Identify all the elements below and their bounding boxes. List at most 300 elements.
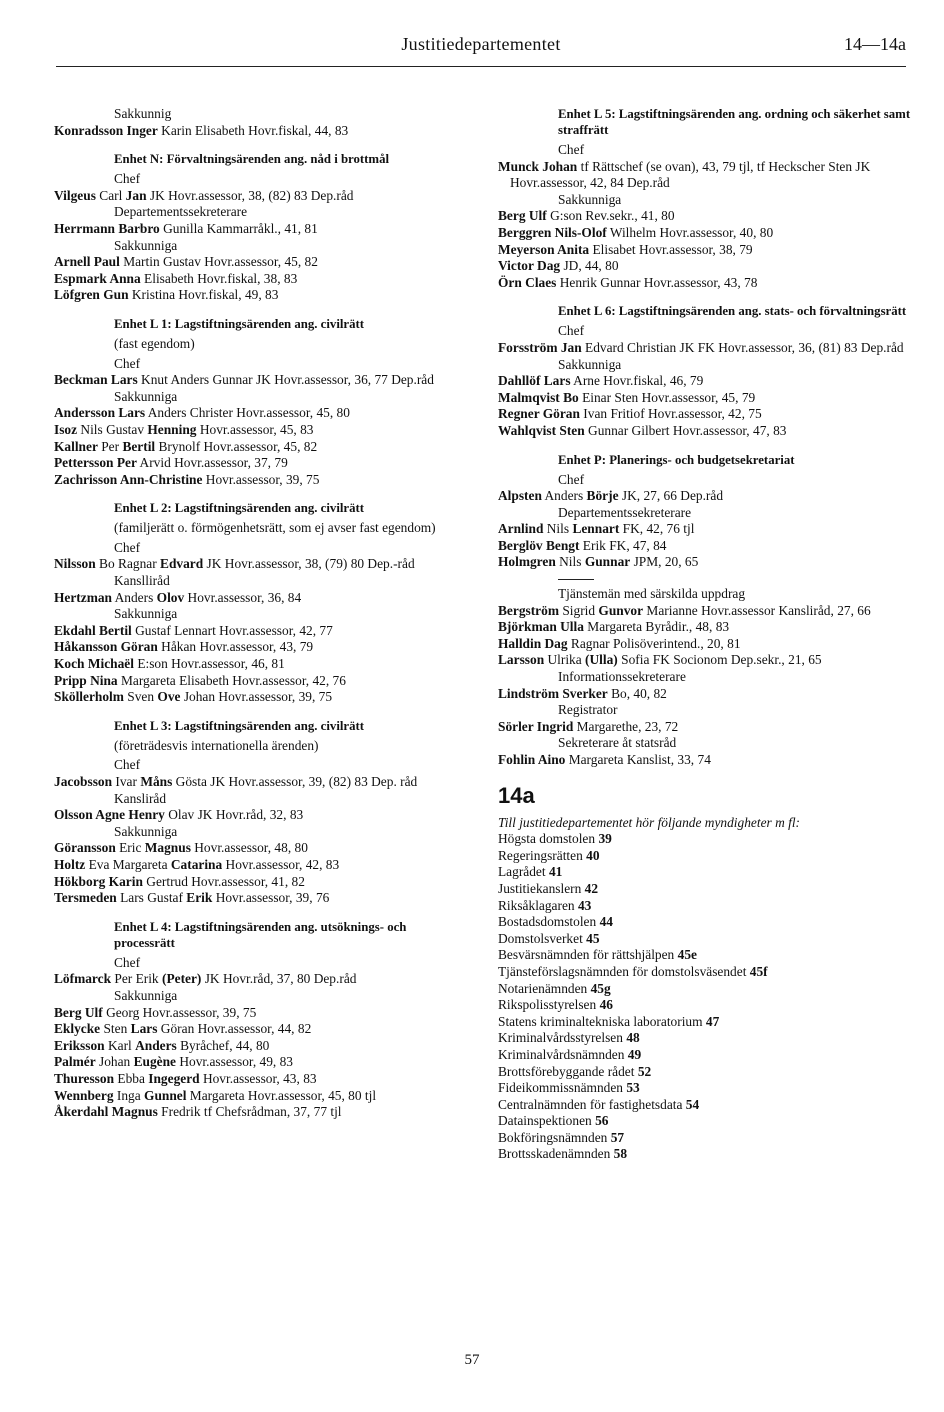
person-details: JK Hovr.assessor, 38, (79) 80 Dep.-råd — [203, 556, 415, 572]
person-name: Erik — [186, 890, 213, 906]
agency-item — [498, 947, 912, 964]
person-name: Catarina — [170, 856, 223, 872]
person-details: Edvard Christian JK FK Hovr.assessor, 36, (81) 83 Dep.råd — [581, 339, 904, 355]
person-entry — [498, 686, 912, 703]
person-name: Berg Ulf — [498, 208, 547, 224]
role-label: Departementssekreterare — [558, 504, 692, 520]
agency-name: Bokföringsnämnden — [498, 1129, 608, 1145]
person-entry — [54, 1104, 468, 1121]
person-details: Elisabet Hovr.assessor, 38, 79 — [589, 241, 753, 257]
person-entry — [498, 652, 912, 669]
person-entry — [498, 373, 912, 390]
person-entry — [54, 1038, 468, 1055]
agency-item — [498, 997, 912, 1014]
role-label: Sakkunniga — [114, 237, 178, 253]
person-name: Fohlin Aino — [498, 752, 566, 767]
right-column — [498, 106, 912, 1163]
person-entry — [54, 439, 468, 456]
person-name: Ingegerd — [148, 1070, 200, 1086]
agency-item — [498, 1080, 912, 1097]
person-details: Håkan Hovr.assessor, 43, 79 — [157, 639, 314, 655]
agency-item — [498, 848, 912, 865]
person-details: Arvid Hovr.assessor, 37, 79 — [136, 455, 288, 471]
agency-name: Datainspektionen — [498, 1113, 592, 1129]
person-name: Malmqvist Bo — [498, 389, 579, 405]
person-entry — [54, 123, 468, 140]
person-name: Magnus — [144, 840, 191, 856]
person-entry — [498, 225, 912, 242]
role-label: Chef — [114, 355, 141, 371]
role-label: Kansliråd — [114, 790, 167, 806]
agency-item — [498, 981, 912, 998]
person-details: Gösta JK Hovr.assessor, 39, (82) 83 Dep. råd — [172, 774, 418, 789]
person-name: Göransson — [54, 840, 116, 856]
person-entry — [54, 221, 468, 238]
person-details: Bo, 40, 82 — [607, 685, 667, 701]
person-name: Wahlqvist Sten — [498, 422, 585, 438]
section-reference: 14—14a — [844, 34, 906, 54]
person-entry — [498, 619, 912, 636]
person-name: Bertil — [122, 438, 156, 454]
person-details: Marianne Hovr.assessor Kansliråd, 27, 66 — [643, 602, 871, 618]
role-label: Chef — [114, 954, 141, 970]
person-name: Löfmarck — [54, 971, 112, 987]
person-name: Beckman Lars — [54, 372, 138, 388]
person-details: Hovr.assessor, 43, 83 — [199, 1070, 317, 1086]
person-name: Lindström Sverker — [498, 685, 608, 701]
role-label: Chef — [558, 142, 585, 157]
person-entry — [54, 556, 468, 573]
person-name: Håkansson Göran — [54, 639, 158, 655]
person-details: Ragnar Polisöverintend., 20, 81 — [567, 635, 741, 651]
person-entry — [498, 340, 912, 357]
person-details: Wilhelm Hovr.assessor, 40, 80 — [606, 224, 774, 240]
person-entry — [54, 689, 468, 706]
person-details: Sofia FK Socionom Dep.sekr., 21, 65 — [617, 652, 822, 668]
person-name: Björkman Ulla — [498, 619, 584, 635]
agency-number: 45e — [677, 947, 697, 963]
agency-item — [498, 898, 912, 915]
person-details: Ebba — [114, 1070, 149, 1086]
person-details: Knut Anders Gunnar JK Hovr.assessor, 36, 77 Dep.råd — [137, 372, 434, 388]
person-name: Holtz — [54, 856, 86, 872]
person-name: Eklycke — [54, 1021, 101, 1037]
agency-item — [498, 1130, 912, 1147]
person-details: Hovr.assessor, 49, 83 — [176, 1054, 293, 1070]
person-name: Thuresson — [54, 1070, 115, 1086]
agency-number: 42 — [584, 880, 599, 896]
person-details: Kristina Hovr.fiskal, 49, 83 — [128, 287, 279, 303]
role-label: Registrator — [558, 702, 618, 718]
agency-name: Kriminalvårdsstyrelsen — [498, 1030, 623, 1046]
person-entry — [54, 422, 468, 439]
person-name: Larsson — [498, 652, 545, 668]
person-entry — [54, 405, 468, 422]
agency-name: Tjänsteförslagsnämnden för domstolsväsendet — [498, 963, 747, 979]
person-details: FK, 42, 76 tjl — [619, 521, 695, 537]
person-entry — [54, 890, 468, 907]
agency-name: Kriminalvårdsnämnden — [498, 1046, 625, 1062]
person-details: Gustaf Lennart Hovr.assessor, 42, 77 — [131, 622, 333, 638]
person-details: Karl — [104, 1037, 136, 1053]
person-entry — [54, 188, 468, 205]
agency-name: Centralnämnden för fastighetsdata — [498, 1096, 683, 1112]
agency-name: Rikspolisstyrelsen — [498, 997, 597, 1013]
person-name: Andersson Lars — [54, 405, 146, 421]
person-details: Erik FK, 47, 84 — [579, 537, 667, 553]
person-name: (Ulla) — [585, 652, 618, 668]
person-name: Olov — [156, 589, 185, 605]
person-details: Bo Ragnar — [95, 556, 161, 572]
person-entry — [498, 159, 912, 192]
person-name: Wennberg — [54, 1087, 114, 1103]
person-details: E:son Hovr.assessor, 46, 81 — [133, 656, 285, 672]
person-details: Elisabeth Hovr.fiskal, 38, 83 — [140, 270, 298, 286]
person-name: Jacobsson — [54, 774, 113, 789]
person-entry — [54, 874, 468, 891]
agency-number: 46 — [599, 997, 613, 1013]
person-entry — [498, 538, 912, 555]
person-entry — [54, 1071, 468, 1088]
agency-name: Brottsskadenämnden — [498, 1146, 611, 1162]
unit-title: Enhet L 6: Lagstiftningsärenden ang. stats- och förvaltningsrätt — [558, 304, 907, 319]
person-name: Tersmeden — [54, 890, 117, 906]
person-details: Johan — [95, 1054, 134, 1070]
person-name: Pripp Nina — [54, 672, 118, 688]
person-details: Gunilla Kammarråkl., 41, 81 — [159, 220, 318, 236]
person-details: Gertrud Hovr.assessor, 41, 82 — [142, 873, 305, 889]
person-entry — [498, 208, 912, 225]
role-label: Departementssekreterare — [114, 204, 248, 220]
person-details: Hovr.assessor, 42, 83 — [222, 856, 340, 872]
person-details: Eva Margareta — [85, 856, 171, 872]
person-details: Margareta Hovr.assessor, 45, 80 tjl — [186, 1087, 377, 1103]
person-name: Lars — [130, 1021, 158, 1037]
person-details: Nils — [555, 554, 585, 570]
person-name: Halldin Dag — [498, 635, 568, 651]
role-label: Sakkunniga — [558, 191, 622, 207]
unit-note: (företrädesvis internationella ärenden) — [114, 737, 319, 753]
person-entry — [54, 455, 468, 472]
person-name: Nilsson — [54, 556, 96, 572]
department-title: Justitiedepartementet — [401, 34, 561, 54]
agency-item — [498, 1014, 912, 1031]
person-details: Margareta Byrådir., 48, 83 — [583, 619, 730, 635]
agency-number: 45 — [586, 930, 600, 946]
person-name: Alpsten — [498, 488, 542, 504]
person-details: Margarethe, 23, 72 — [573, 718, 679, 734]
person-entry — [498, 390, 912, 407]
role-label: Sakkunniga — [114, 388, 178, 404]
person-name: Vilgeus — [54, 187, 96, 203]
agency-name: Besvärsnämnden för rättshjälpen — [498, 947, 675, 963]
person-name: Regner Göran — [498, 406, 580, 422]
person-name: Åkerdahl Magnus — [54, 1104, 158, 1120]
person-name: Gunvor — [598, 602, 644, 618]
agency-name: Statens kriminaltekniska laboratorium — [498, 1013, 703, 1029]
person-entry — [54, 1021, 468, 1038]
special-groups — [498, 586, 912, 769]
person-name: Arnell Paul — [54, 254, 120, 270]
right-units — [498, 106, 912, 571]
person-details: Göran Hovr.assessor, 44, 82 — [157, 1021, 312, 1037]
person-name: Bergström — [498, 602, 559, 618]
person-name: Gunnel — [144, 1087, 187, 1103]
person-entry — [54, 271, 468, 288]
person-details: Johan Hovr.assessor, 39, 75 — [180, 689, 333, 705]
person-details: Brynolf Hovr.assessor, 45, 82 — [155, 438, 318, 454]
unit-title: Enhet P: Planerings- och budgetsekretariat — [558, 452, 795, 467]
section-intro: Till justitiedepartementet hör följande myndigheter m fl: — [498, 814, 800, 830]
person-name: Löfgren Gun — [54, 287, 129, 303]
person-details: Per — [97, 438, 123, 454]
agency-name: Domstolsverket — [498, 930, 583, 946]
agency-number: 40 — [586, 847, 600, 863]
unit-note: (familjerätt o. förmögenhetsrätt, som ej avser fast egendom) — [114, 520, 436, 536]
person-entry — [498, 423, 912, 440]
person-entry — [54, 857, 468, 874]
unit-title: Enhet L 2: Lagstiftningsärenden ang. civilrätt — [114, 501, 365, 516]
page-number: 57 — [464, 1352, 480, 1368]
person-entry — [498, 752, 912, 769]
agency-item — [498, 864, 912, 881]
person-entry — [54, 807, 468, 824]
person-entry — [54, 623, 468, 640]
person-entry — [498, 554, 912, 571]
person-name: Eugène — [133, 1054, 176, 1070]
role-label: Chef — [114, 539, 141, 555]
agency-name: Brottsförebyggande rådet — [498, 1063, 635, 1079]
person-name: Pettersson Per — [54, 455, 137, 471]
separator-rule — [558, 579, 594, 580]
person-details: Arne Hovr.fiskal, 46, 79 — [570, 373, 704, 389]
unit-note: (fast egendom) — [114, 335, 195, 351]
agency-item — [498, 1030, 912, 1047]
person-entry — [54, 971, 468, 988]
person-details: Hovr.assessor, 39, 75 — [202, 471, 320, 487]
person-details: Margareta Kanslist, 33, 74 — [565, 752, 711, 767]
person-details: Henrik Gunnar Hovr.assessor, 43, 78 — [556, 274, 758, 290]
person-name: Lennart — [572, 521, 620, 537]
person-name: Konradsson Inger — [54, 122, 158, 138]
agency-item — [498, 881, 912, 898]
person-entry — [54, 1088, 468, 1105]
person-name: Sörler Ingrid — [498, 718, 574, 734]
person-details: Karin Elisabeth Hovr.fiskal, 44, 83 — [157, 122, 349, 138]
unit-title: Enhet L 5: Lagstiftningsärenden ang. ordning och säkerhet samt straffrätt — [558, 107, 911, 137]
person-entry — [498, 406, 912, 423]
agency-item — [498, 964, 912, 981]
role-label: Kanslliråd — [114, 573, 170, 589]
person-entry — [54, 673, 468, 690]
agency-item — [498, 1064, 912, 1081]
role-label: Sakkunniga — [114, 606, 178, 622]
person-name: Munck Johan — [498, 158, 578, 174]
person-name: Anders — [135, 1037, 177, 1053]
person-name: Espmark Anna — [54, 270, 141, 286]
person-entry — [498, 275, 912, 292]
person-name: Victor Dag — [498, 258, 561, 274]
person-entry — [54, 372, 468, 389]
person-details: Lars Gustaf — [116, 890, 187, 906]
person-details: Hovr.assessor, 48, 80 — [190, 840, 308, 856]
person-name: Berggren Nils-Olof — [498, 224, 607, 240]
person-details: Eric — [115, 840, 145, 856]
person-name: Sköllerholm — [54, 689, 124, 705]
person-details: Einar Sten Hovr.assessor, 45, 79 — [578, 389, 756, 405]
role-label: Chef — [114, 757, 141, 773]
person-details: Ulrika — [544, 652, 586, 668]
person-entry — [498, 636, 912, 653]
agency-number: 45g — [590, 980, 611, 996]
agency-item — [498, 914, 912, 931]
person-details: Olav JK Hovr.råd, 32, 83 — [164, 807, 304, 823]
person-entry — [54, 840, 468, 857]
person-name: Forsström Jan — [498, 339, 582, 355]
person-entry — [498, 242, 912, 259]
agency-number: 52 — [637, 1063, 652, 1079]
person-details: Georg Hovr.assessor, 39, 75 — [102, 1004, 257, 1020]
person-entry — [54, 1005, 468, 1022]
agency-number: 53 — [626, 1080, 640, 1096]
person-details: G:son Rev.sekr., 41, 80 — [546, 208, 675, 224]
person-details: Sten — [100, 1021, 131, 1037]
person-entry — [54, 287, 468, 304]
unit-title: Enhet L 1: Lagstiftningsärenden ang. civilrätt — [114, 316, 365, 331]
person-details: Anders — [541, 488, 587, 504]
person-entry — [54, 590, 468, 607]
person-details: Gunnar Gilbert Hovr.assessor, 47, 83 — [584, 422, 787, 438]
person-details: Margareta Elisabeth Hovr.assessor, 42, 76 — [117, 672, 346, 688]
role-label: Chef — [114, 171, 141, 187]
person-entry — [498, 488, 912, 505]
unit-title: Enhet N: Förvaltningsärenden ang. nåd i brottmål — [114, 152, 390, 167]
person-details: Byråchef, 44, 80 — [176, 1037, 270, 1053]
person-entry — [498, 719, 912, 736]
person-name: Ove — [157, 689, 181, 705]
person-name: Dahllöf Lars — [498, 373, 571, 389]
person-name: Måns — [140, 774, 173, 789]
agency-number: 45f — [749, 963, 768, 979]
role-label: Sakkunnig — [114, 106, 172, 121]
person-details: Anders Christer Hovr.assessor, 45, 80 — [145, 405, 350, 421]
agency-name: Justitiekanslern — [498, 880, 582, 896]
person-details: Ivar — [112, 774, 141, 789]
agency-name: Bostadsdomstolen — [498, 914, 597, 930]
person-details: Sigrid — [558, 602, 599, 618]
person-details: JK Hovr.råd, 37, 80 Dep.råd — [201, 971, 357, 987]
role-label: Sekreterare åt statsråd — [558, 735, 677, 751]
person-name: Örn Claes — [498, 274, 557, 290]
agency-name: Lagrådet — [498, 864, 546, 880]
person-entry — [498, 521, 912, 538]
person-name: Ekdahl Bertil — [54, 622, 132, 638]
person-details: tf Rättschef (se ovan), 43, 79 tjl, tf Heckscher Sten JK Hovr.assessor, 42, 84 Dep.råd — [510, 158, 871, 191]
person-name: Arnlind — [498, 521, 544, 537]
person-name: (Peter) — [161, 971, 202, 987]
person-name: Isoz — [54, 421, 78, 437]
person-entry — [498, 258, 912, 275]
agency-number: 43 — [577, 897, 592, 913]
agency-number: 57 — [610, 1129, 625, 1145]
agency-number: 49 — [627, 1046, 642, 1062]
person-details: Fredrik tf Chefsrådman, 37, 77 tjl — [157, 1104, 342, 1120]
agency-name: Notarienämnden — [498, 980, 588, 996]
role-label: Sakkunniga — [114, 823, 178, 839]
person-details: JK Hovr.assessor, 38, (82) 83 Dep.råd — [146, 187, 354, 203]
person-name: Henning — [147, 421, 197, 437]
person-name: Hertzman — [54, 589, 113, 605]
person-details: Martin Gustav Hovr.assessor, 45, 82 — [119, 254, 318, 270]
person-details: Carl — [95, 187, 126, 203]
role-label: Sakkunniga — [558, 356, 622, 372]
person-details: JK, 27, 66 Dep.råd — [618, 488, 724, 504]
agency-item — [498, 831, 912, 848]
person-details: Anders — [112, 589, 157, 605]
person-details: Per Erik — [111, 971, 162, 987]
unit-title: Enhet L 3: Lagstiftningsärenden ang. civilrätt — [114, 718, 365, 733]
person-details: Inga — [113, 1087, 145, 1103]
agency-number: 54 — [685, 1096, 700, 1112]
agency-name: Högsta domstolen — [498, 831, 596, 847]
agency-item — [498, 1146, 912, 1163]
person-details: Ivan Fritiof Hovr.assessor, 42, 75 — [579, 406, 762, 422]
person-name: Holmgren — [498, 554, 556, 570]
agency-item — [498, 1047, 912, 1064]
person-name: Herrmann Barbro — [54, 220, 160, 236]
person-name: Berglöv Bengt — [498, 537, 580, 553]
role-label: Chef — [558, 323, 585, 339]
person-name: Zachrisson Ann-Christine — [54, 471, 203, 487]
person-name: Edvard — [160, 556, 204, 572]
person-details: Hovr.assessor, 39, 76 — [212, 890, 330, 906]
person-name: Olsson Agne Henry — [54, 807, 165, 823]
person-details: Hovr.assessor, 36, 84 — [184, 589, 302, 605]
agency-number: 58 — [613, 1146, 628, 1162]
top-entries — [54, 123, 468, 140]
agency-number: 48 — [626, 1030, 640, 1046]
agency-number: 41 — [548, 864, 563, 880]
person-entry — [498, 603, 912, 620]
person-details: Hovr.assessor, 45, 83 — [196, 421, 314, 437]
person-name: Jan — [125, 187, 147, 203]
role-label: Chef — [558, 471, 585, 487]
role-label: Informationssekreterare — [558, 669, 686, 685]
person-details: Nils Gustav — [77, 421, 148, 437]
agency-item — [498, 1113, 912, 1130]
person-entry — [54, 472, 468, 489]
person-name: Koch Michaël — [54, 656, 134, 672]
agency-item — [498, 931, 912, 948]
person-details: Sven — [123, 689, 158, 705]
person-entry — [54, 254, 468, 271]
person-name: Eriksson — [54, 1037, 105, 1053]
person-entry — [54, 1054, 468, 1071]
agency-item — [498, 1097, 912, 1114]
role-label: Tjänstemän med särskilda uppdrag — [558, 586, 746, 602]
person-name: Kallner — [54, 438, 98, 454]
person-name: Berg Ulf — [54, 1004, 103, 1020]
person-details: Nils — [543, 521, 573, 537]
agency-number: 39 — [598, 831, 612, 847]
person-details: JD, 44, 80 — [560, 258, 619, 274]
agency-list — [498, 831, 912, 1163]
person-details: JPM, 20, 65 — [630, 554, 699, 570]
section-heading: 14a — [498, 782, 535, 808]
agency-number: 56 — [595, 1113, 609, 1129]
person-name: Gunnar — [584, 554, 631, 570]
left-column — [54, 106, 468, 1121]
